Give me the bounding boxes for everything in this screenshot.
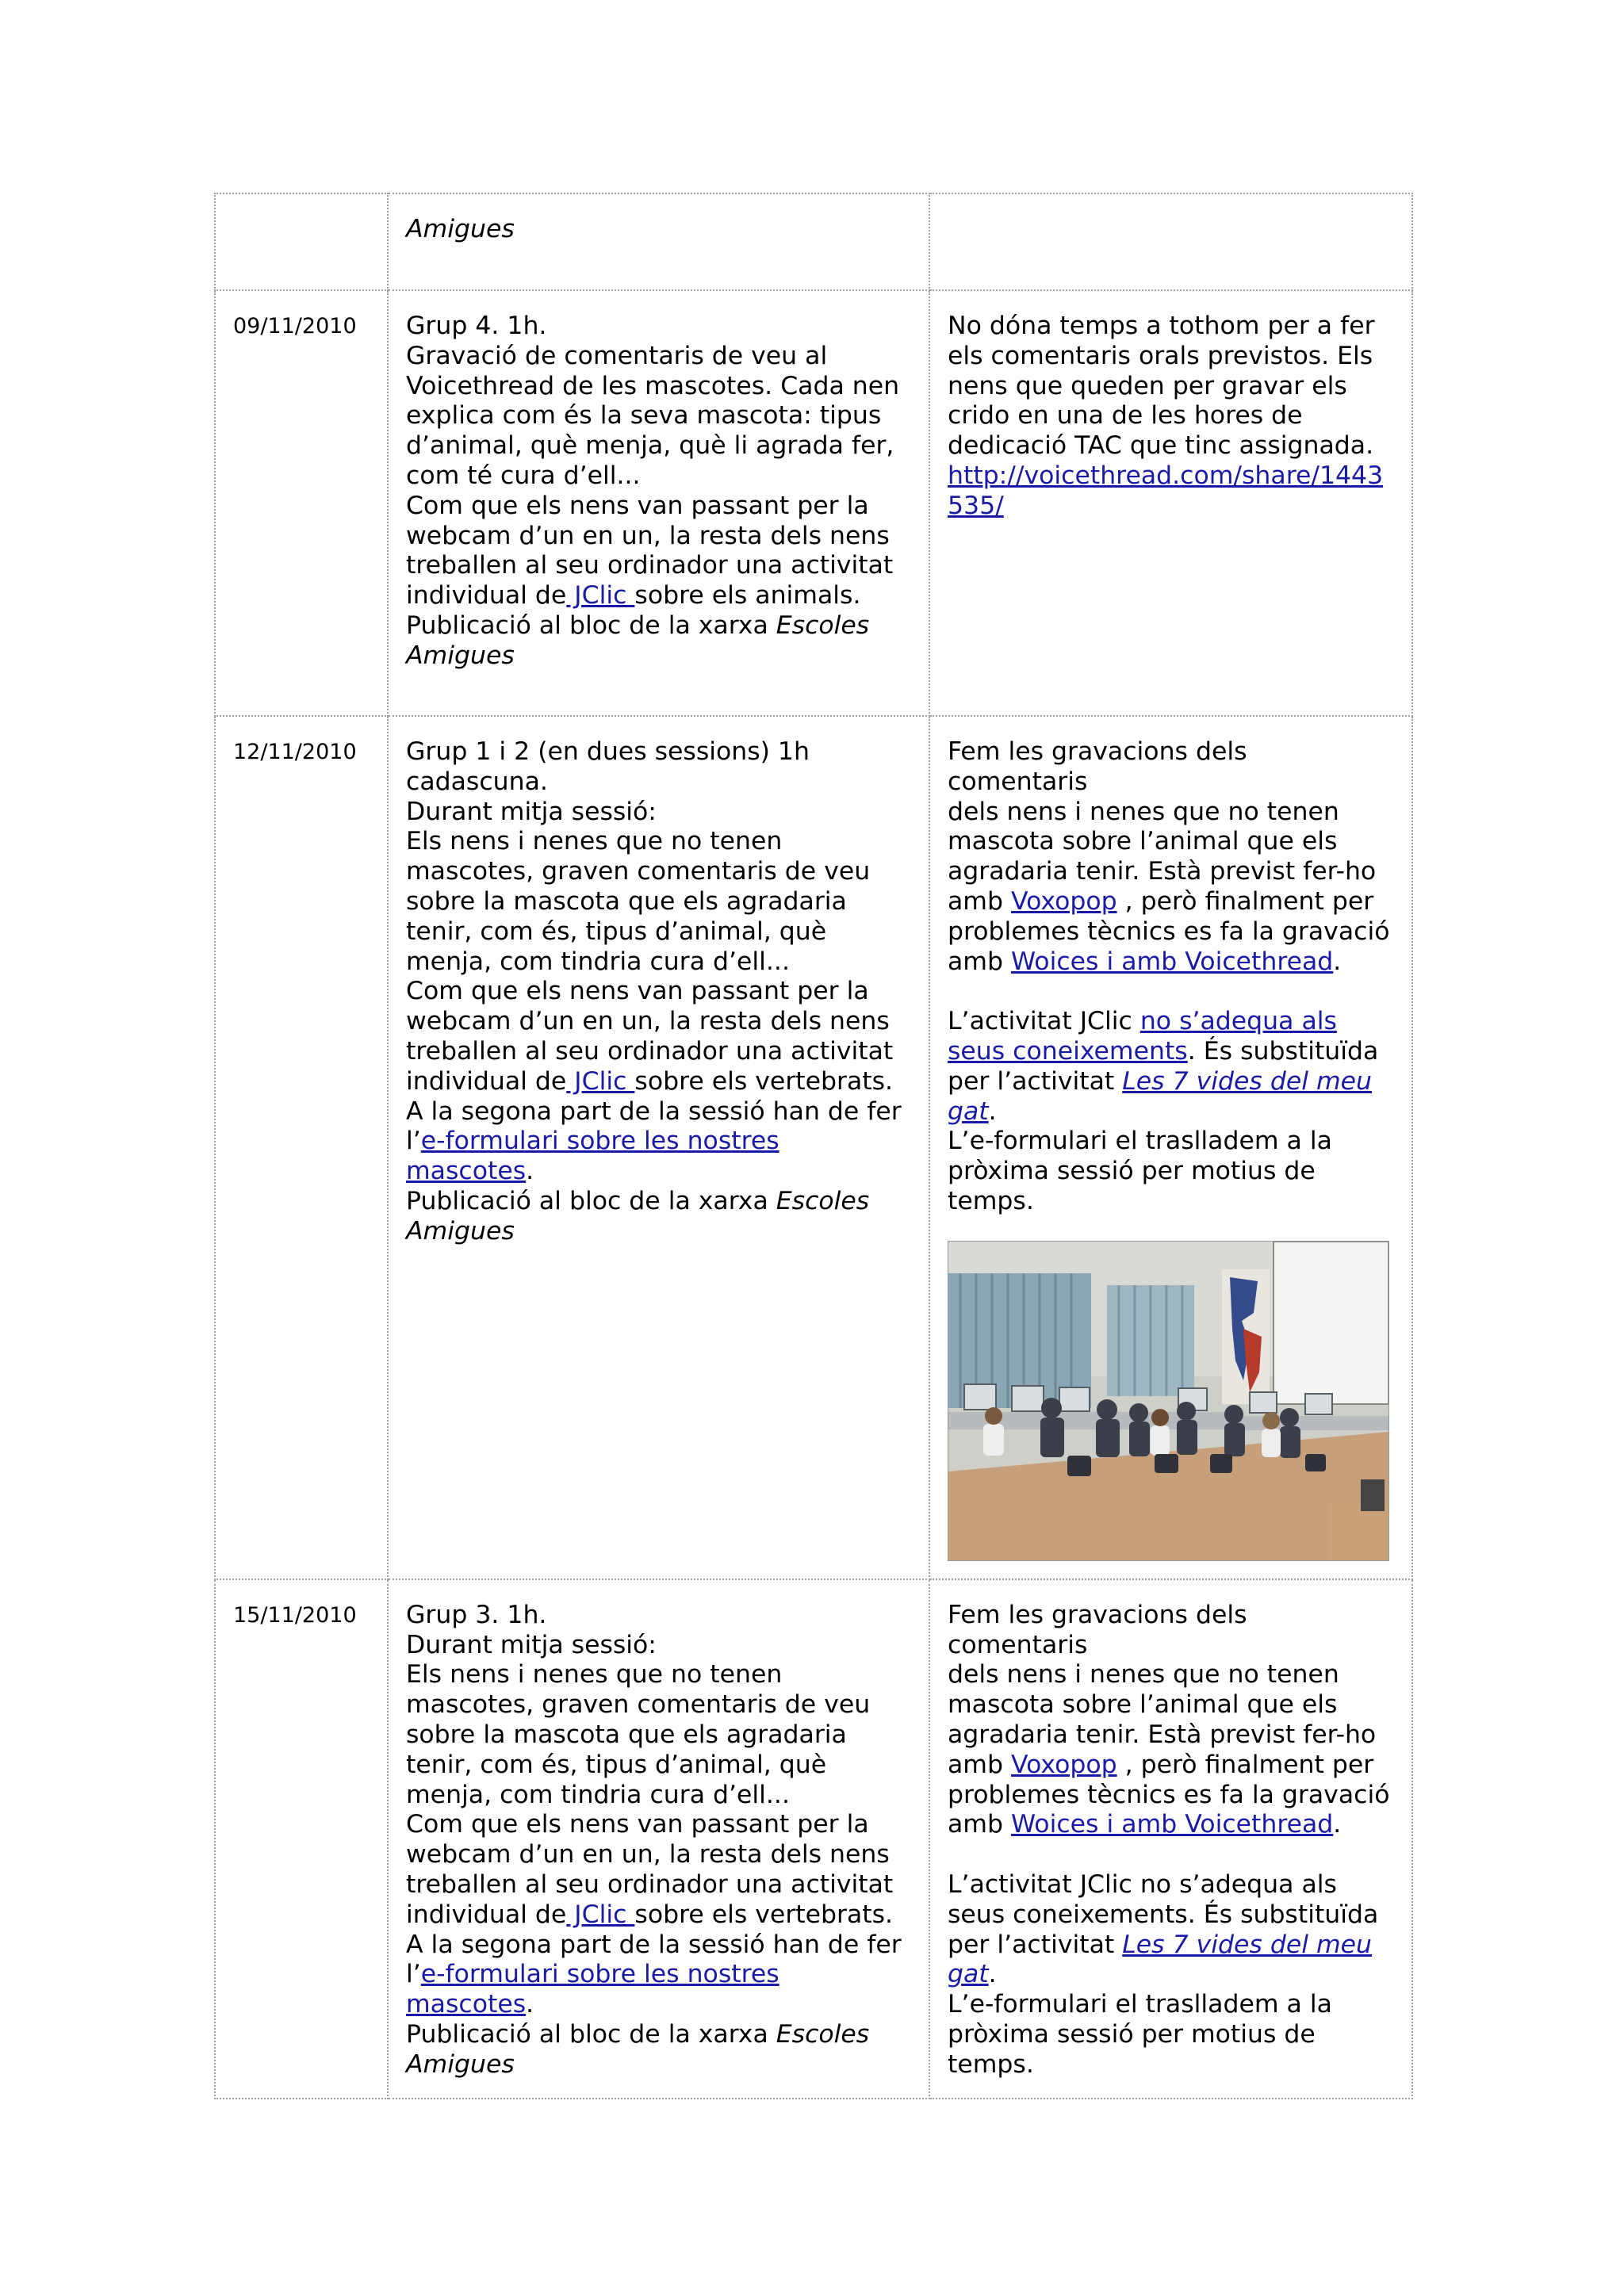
observations-cell (929, 290, 1412, 716)
text: Publicació al bloc de la xarxa (406, 610, 776, 640)
description-line: menja, com tindria cura d’ell... (406, 1780, 790, 1809)
les-7-vides-link[interactable] (1122, 1067, 1372, 1096)
description-line: Voicethread de les mascotes. Cada nen (406, 371, 900, 400)
jclic-link[interactable]: JClic (566, 1066, 635, 1096)
observation-line: crido en una de les hores de (948, 401, 1303, 430)
description-line: treballen al seu ordinador una activitat (406, 1036, 894, 1066)
observation-line: temps. (948, 2049, 1034, 2079)
voicethread-url-link-continued[interactable]: 535/ (948, 491, 1004, 520)
classroom-photo (948, 1241, 1389, 1561)
description-line (406, 1187, 911, 1217)
description-line: treballen al seu ordinador una activitat (406, 551, 894, 580)
text: individual de (406, 1900, 567, 1929)
description-line: A la segona part de la sessió han de fer (406, 1930, 902, 1959)
text: L’activitat JClic (948, 1007, 1140, 1036)
date-cell (215, 193, 388, 290)
observation-line (948, 947, 1394, 978)
observation-line: agradaria tenir. Està previst fer-ho (948, 857, 1377, 886)
text: . (1333, 1810, 1342, 1839)
observation-line (948, 1037, 1394, 1067)
description-line (406, 1960, 911, 2020)
observations-cell (929, 716, 1412, 1579)
description-line: webcam d’un en un, la resta dels nens (406, 521, 890, 550)
text: per l’activitat (948, 1066, 1123, 1096)
description-line: tenir, com és, tipus d’animal, què (406, 916, 827, 946)
description-line: Els nens i nenes que no tenen (406, 1660, 783, 1689)
text: sobre els animals. (634, 581, 861, 610)
text: sobre els vertebrats. (634, 1066, 894, 1096)
text: amb (948, 1810, 1011, 1839)
description-line: Grup 1 i 2 (en dues sessions) 1h (406, 737, 810, 766)
les-7-vides-link[interactable] (1122, 1931, 1372, 1959)
description-line: Grup 4. 1h. (406, 312, 547, 340)
text: . (526, 1990, 534, 2019)
description-line: cadascuna. (406, 767, 548, 796)
description-line: sobre la mascota que els agradaria (406, 1720, 847, 1749)
observation-line: mascota sobre l’animal que els (948, 1690, 1338, 1720)
date-cell (215, 1579, 388, 2099)
text: amb (948, 947, 1011, 976)
observation-line: dels nens i nenes que no tenen (948, 1660, 1339, 1689)
description-line: treballen al seu ordinador una activitat (406, 1869, 894, 1899)
description-line: Com que els nens van passant per la (406, 1810, 869, 1839)
description-line: mascotes, graven comentaris de veu (406, 857, 871, 886)
description-line: menja, com tindria cura d’ell... (406, 947, 790, 976)
date-cell (215, 716, 388, 1579)
text: , però finalment per (1116, 886, 1374, 916)
description-cell (388, 716, 929, 1579)
observation-line (948, 1960, 1394, 1990)
description-italic-text: Amigues (406, 215, 515, 243)
woices-voicethread-link[interactable]: Woices i amb Voicethread (1011, 1810, 1334, 1839)
observation-line (948, 887, 1394, 917)
paragraph-gap (948, 1840, 1394, 1870)
observation-line: mascota sobre l’animal que els (948, 827, 1338, 856)
description-cell (388, 193, 929, 290)
observations-cell (929, 1579, 1412, 2099)
observation-line: pròxima sessió per motius de (948, 1157, 1316, 1186)
observation-line: nens que queden per gravar els (948, 371, 1347, 400)
observation-line: agradaria tenir. Està previst fer-ho (948, 1720, 1377, 1749)
observation-line: els comentaris orals previstos. Els (948, 341, 1373, 370)
description-line: Com que els nens van passant per la (406, 491, 869, 520)
description-line: d’animal, què menja, què li agrada fer, (406, 431, 894, 461)
voicethread-url-link[interactable]: http://voicethread.com/share/1443 (948, 461, 1384, 490)
woices-voicethread-link[interactable]: Woices i amb Voicethread (1011, 947, 1334, 976)
session-log-table (214, 193, 1413, 2099)
description-line (406, 1127, 911, 1187)
description-line: A la segona part de la sessió han de fer (406, 1096, 902, 1126)
text: per l’activitat (948, 1930, 1123, 1959)
observation-line: dels nens i nenes que no tenen (948, 797, 1339, 826)
description-line: Els nens i nenes que no tenen (406, 827, 783, 856)
session-date: 09/11/2010 (233, 314, 357, 339)
description-line (406, 581, 911, 611)
observation-line (948, 1810, 1394, 1840)
description-line: Gravació de comentaris de veu al (406, 341, 828, 370)
italic-link-text: gat (948, 1096, 989, 1126)
text: sobre els vertebrats. (634, 1900, 894, 1929)
italic-text: Amigues (406, 1216, 515, 1246)
document-page (214, 193, 1411, 2099)
italic-text: Escoles (776, 2019, 870, 2049)
observation-line (948, 1067, 1394, 1097)
observation-line (948, 1931, 1394, 1961)
text: . (1333, 947, 1342, 976)
table-row (215, 193, 1412, 290)
description-line (406, 1900, 911, 1931)
date-cell (215, 290, 388, 716)
les-7-vides-link-continued[interactable] (948, 1960, 989, 1988)
observations-cell (929, 193, 1412, 290)
observation-line: dedicació TAC que tinc assignada. (948, 431, 1374, 461)
jclic-link[interactable]: JClic (566, 1900, 635, 1929)
session-date: 15/11/2010 (233, 1602, 357, 1628)
italic-link-text: gat (948, 1960, 989, 1989)
jclic-link[interactable]: JClic (566, 581, 635, 610)
description-line: Durant mitja sessió: (406, 797, 657, 826)
italic-text: Amigues (406, 641, 515, 670)
description-line: com té cura d’ell... (406, 461, 641, 490)
description-line (406, 611, 911, 641)
e-formulari-link[interactable]: e-formulari sobre les nostres mascotes (406, 1127, 779, 1186)
paragraph-gap (948, 977, 1394, 1007)
observation-line: seus coneixements. És substituïda (948, 1900, 1379, 1929)
description-line: tenir, com és, tipus d’animal, què (406, 1750, 827, 1779)
observation-line: L’e-formulari el traslladem a la (948, 1990, 1332, 2019)
description-line: mascotes, graven comentaris de veu (406, 1690, 871, 1720)
italic-text: Escoles (776, 1186, 870, 1215)
description-line: sobre la mascota que els agradaria (406, 886, 847, 916)
observation-line (948, 1751, 1394, 1781)
table-row (215, 290, 1412, 716)
description-line: Grup 3. 1h. (406, 1600, 547, 1629)
session-date: 12/11/2010 (233, 740, 357, 764)
text: l’ (406, 1127, 421, 1156)
description-line: explica com és la seva mascota: tipus (406, 401, 882, 430)
observation-line: No dóna temps a tothom per a fer (948, 312, 1375, 340)
description-line: Durant mitja sessió: (406, 1630, 657, 1659)
observation-line: L’e-formulari el traslladem a la (948, 1127, 1332, 1156)
classroom-photo-illustration (948, 1242, 1388, 1560)
italic-link-text: Les 7 vides del meu (1122, 1930, 1373, 1959)
observation-line: L’activitat JClic no s’adequa als (948, 1869, 1337, 1899)
observation-line: problemes tècnics es fa la gravació (948, 916, 1390, 946)
text: Publicació al bloc de la xarxa (406, 1186, 776, 1215)
observation-line: problemes tècnics es fa la gravació (948, 1780, 1390, 1809)
description-line: Com que els nens van passant per la (406, 977, 869, 1006)
italic-link-text: Les 7 vides del meu (1122, 1066, 1373, 1096)
voxopop-link[interactable]: Voxopop (1011, 886, 1117, 916)
text: . És substituïda (1187, 1036, 1379, 1066)
text: . (988, 1096, 997, 1126)
observation-line: Fem les gravacions dels comentaris (948, 737, 1247, 796)
description-line: webcam d’un en un, la resta dels nens (406, 1840, 890, 1869)
description-line (406, 2020, 911, 2050)
observation-line (948, 1097, 1394, 1127)
table-row (215, 1579, 1412, 2099)
text: . (988, 1960, 997, 1989)
jclic-adequacy-link[interactable]: no s’adequa als (1139, 1007, 1337, 1036)
italic-text: Amigues (406, 2049, 515, 2079)
description-line: webcam d’un en un, la resta dels nens (406, 1007, 890, 1036)
description-cell (388, 290, 929, 716)
e-formulari-link[interactable]: e-formulari sobre les nostres mascotes (406, 1960, 779, 2019)
description-cell (388, 1579, 929, 2099)
voxopop-link[interactable]: Voxopop (1011, 1750, 1117, 1779)
observation-line: temps. (948, 1186, 1034, 1215)
observation-line (948, 1007, 1394, 1037)
jclic-adequacy-link-continued[interactable]: seus coneixements (948, 1036, 1188, 1066)
italic-text: Escoles (776, 610, 870, 640)
text: amb (948, 886, 1011, 916)
observation-line: pròxima sessió per motius de (948, 2019, 1316, 2049)
text: Publicació al bloc de la xarxa (406, 2019, 776, 2049)
text: individual de (406, 581, 567, 610)
observation-line: Fem les gravacions dels comentaris (948, 1600, 1247, 1659)
text: amb (948, 1750, 1011, 1779)
text: , però finalment per (1116, 1750, 1374, 1779)
les-7-vides-link-continued[interactable] (948, 1097, 989, 1126)
text: individual de (406, 1066, 567, 1096)
table-row (215, 716, 1412, 1579)
description-line (406, 1067, 911, 1097)
text: . (526, 1157, 534, 1186)
text: l’ (406, 1960, 421, 1989)
